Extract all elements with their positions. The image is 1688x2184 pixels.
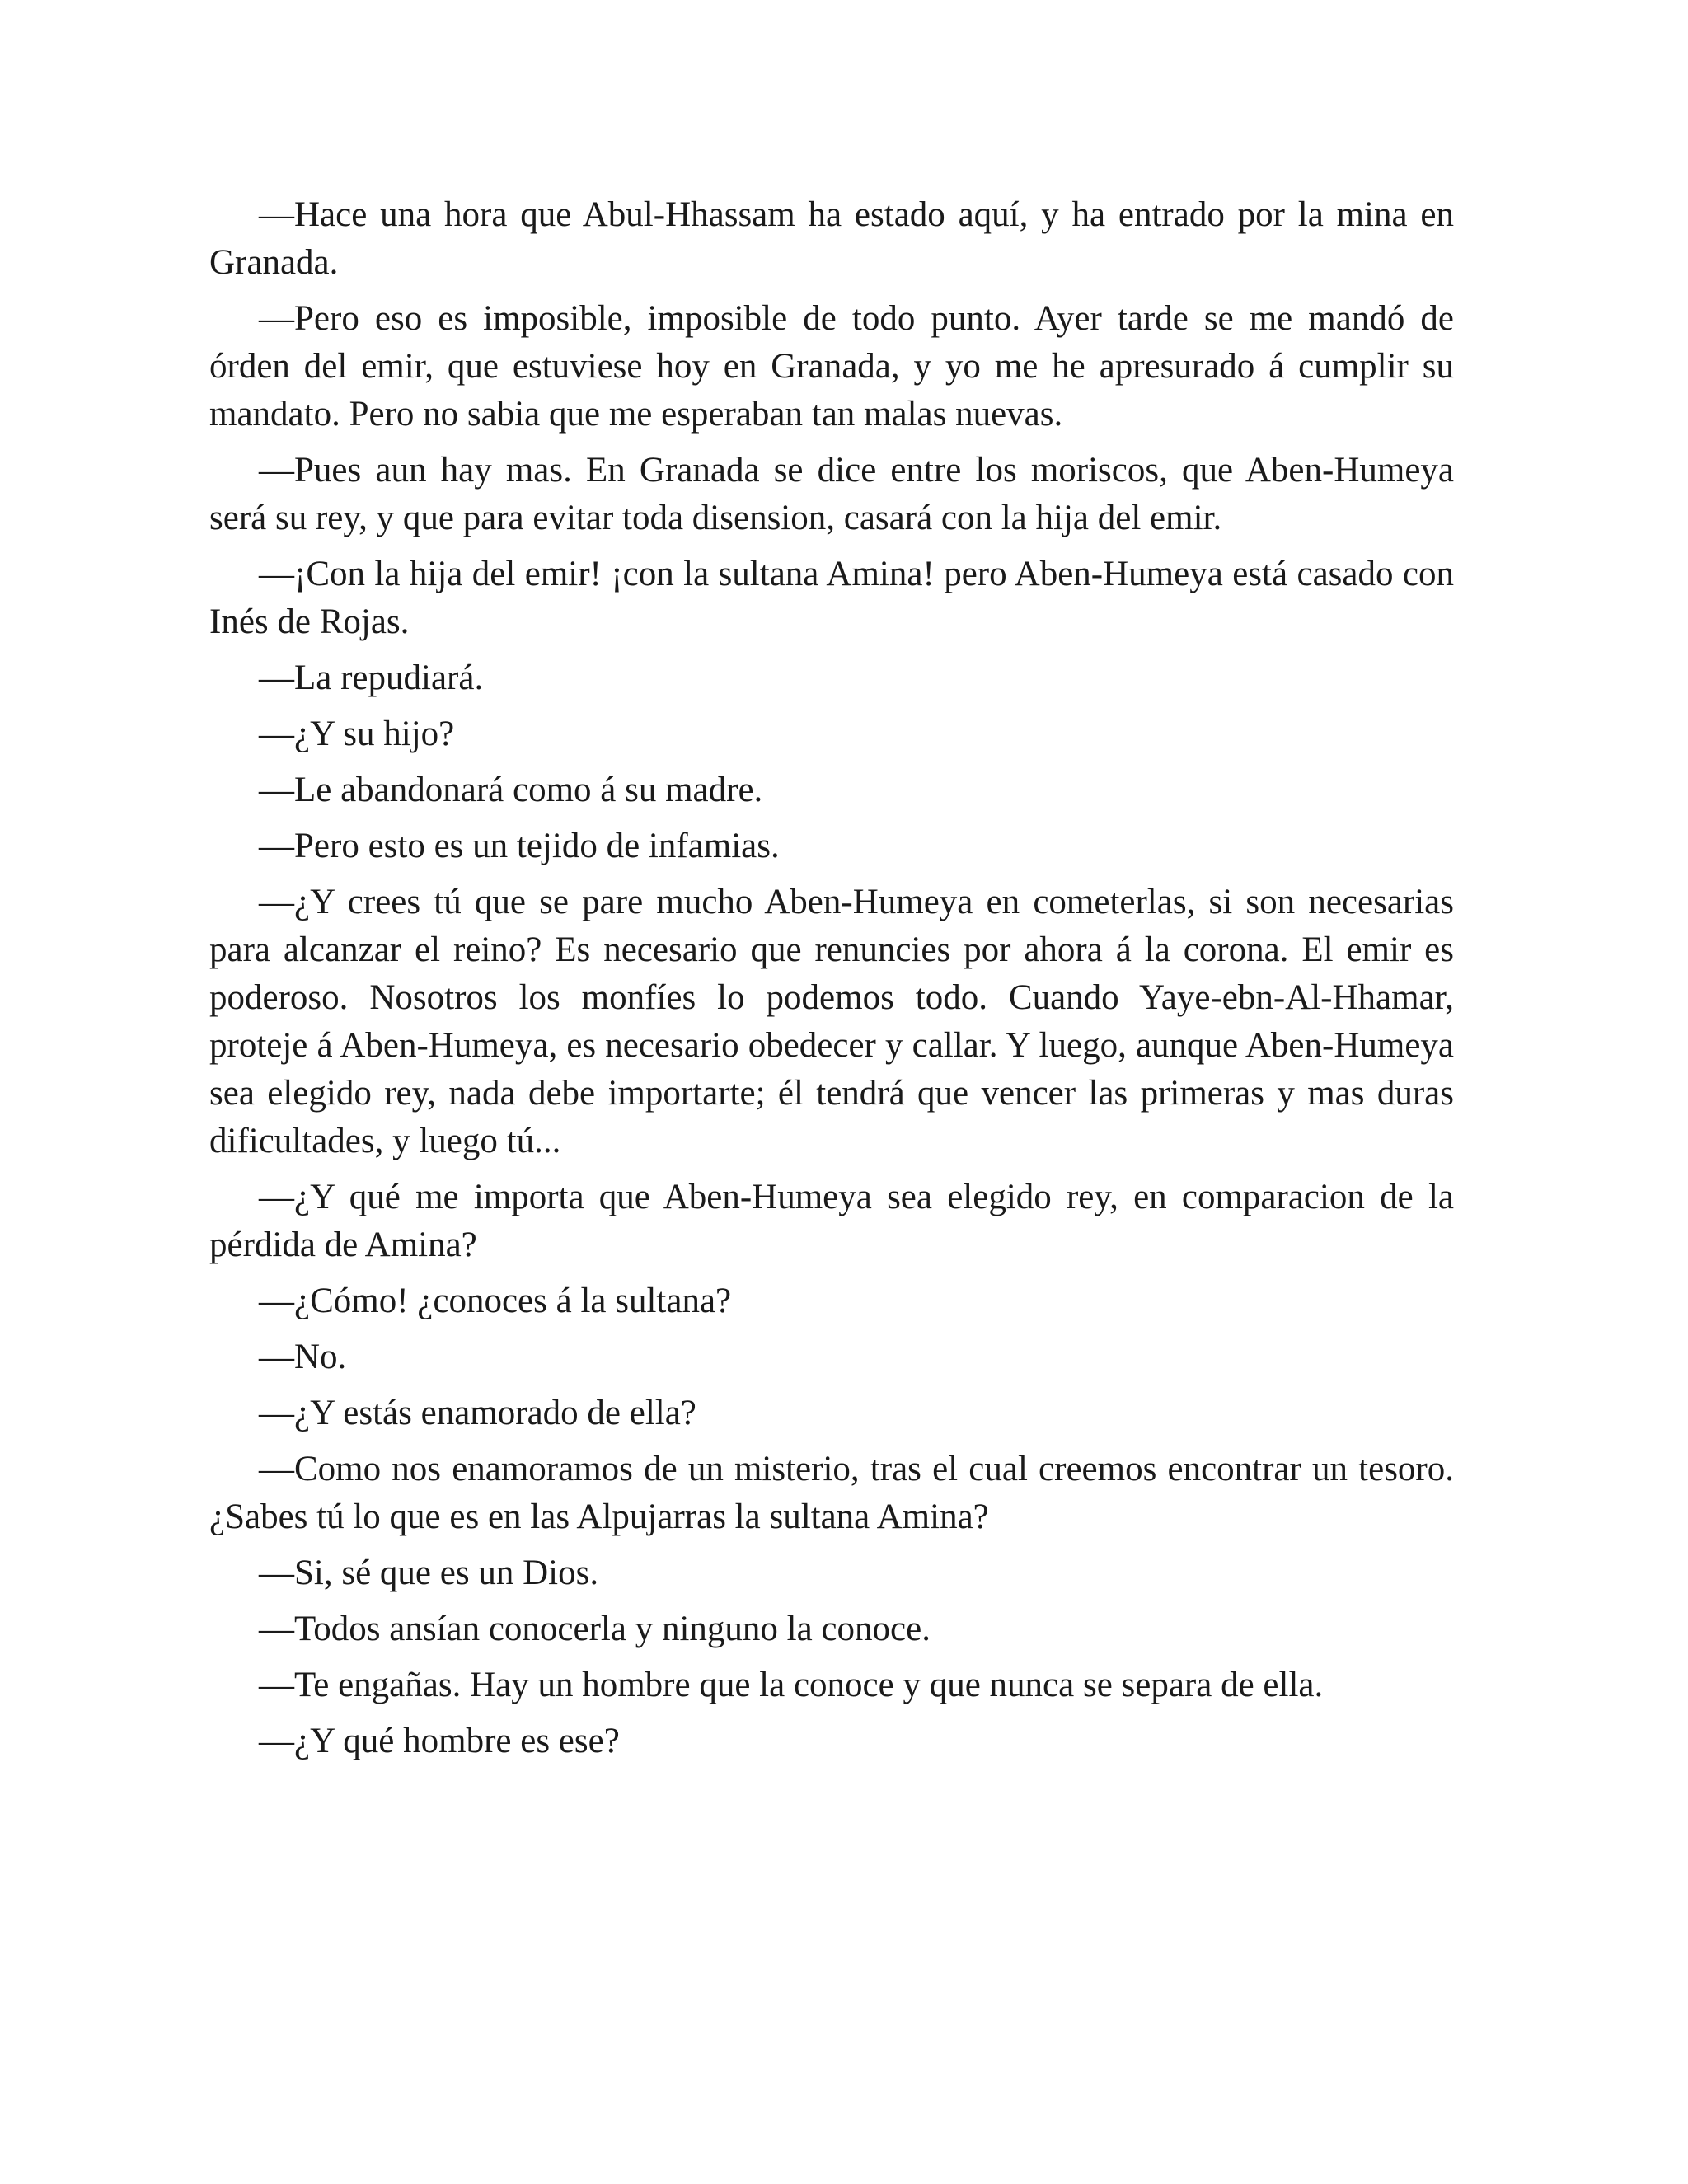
paragraph: —¿Cómo! ¿conoces á la sultana? (259, 1282, 732, 1320)
paragraph: —Le abandonará como á su madre. (259, 771, 763, 809)
paragraph: —Como nos enamoramos de un misterio, tras el cual creemos encontrar un tesoro. ¿Sabes tú lo que es en las Alpujarras la sultana Amina? (209, 1450, 1454, 1536)
paragraph: —Te engañas. Hay un hombre que la conoce y que nunca se separa de ella. (259, 1666, 1324, 1704)
paragraph: —Pero eso es imposible, imposible de todo punto. Ayer tarde se me mandó de órden del emir, que estuviese hoy en Granada, y yo me he apresurado á cumplir su mandato. Pero no sabia que me esperaban tan malas nuevas. (209, 299, 1454, 434)
paragraph: —¿Y su hijo? (259, 715, 455, 753)
paragraph: —La repudiará. (259, 658, 484, 697)
paragraph: —¿Y qué me importa que Aben-Humeya sea elegido rey, en comparacion de la pérdida de Amina? (209, 1178, 1454, 1264)
paragraph: —Todos ansían conocerla y ninguno la conoce. (259, 1610, 931, 1648)
paragraph: —¿Y qué hombre es ese? (259, 1722, 620, 1760)
paragraph: —No. (259, 1338, 347, 1376)
paragraph: —Hace una hora que Abul-Hhassam ha estado aquí, y ha entrado por la mina en Granada. (209, 195, 1454, 282)
paragraph: —Pues aun hay mas. En Granada se dice entre los moriscos, que Aben-Humeya será su rey, y que para evitar toda disension, casará con la hija del emir. (209, 451, 1454, 537)
paragraph: —¡Con la hija del emir! ¡con la sultana Amina! pero Aben-Humeya está casado con Inés de Rojas. (209, 555, 1454, 641)
page-body (209, 191, 1454, 1774)
paragraph: —Pero esto es un tejido de infamias. (259, 827, 780, 865)
paragraph: —Si, sé que es un Dios. (259, 1554, 599, 1592)
paragraph: —¿Y crees tú que se pare mucho Aben-Humeya en cometerlas, si son necesarias para alcanzar el reino? Es necesario que renuncies por ahora á la corona. El emir es poderoso. Nosotros los monfíes lo podemos todo. Cuando Yaye-ebn-Al-Hhamar, proteje á Aben-Humeya, es necesario obedecer y callar. Y luego, aunque Aben-Humeya sea elegido rey, nada debe importarte; él tendrá que vencer las primeras y mas duras dificultades, y luego tú... (209, 883, 1454, 1160)
paragraph: —¿Y estás enamorado de ella? (259, 1394, 696, 1432)
